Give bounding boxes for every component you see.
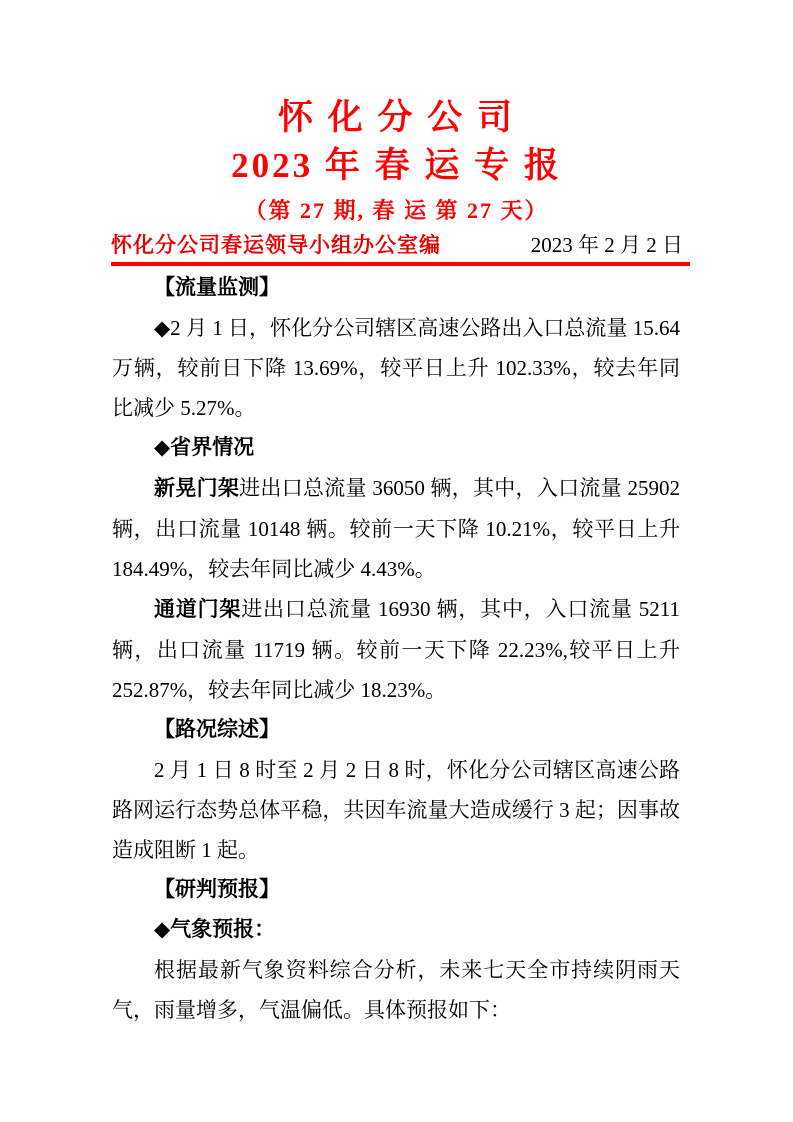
- xinhuang-gantry-text: 进出口总流量 36050 辆，其中，入口流量 25902 辆，出口流量 10148 辆。较前一天下降 10.21%，较平日上升 184.49%，较去年同比减少 4.43%。: [112, 476, 681, 581]
- subsection-heading-weather-forecast: ◆气象预报：: [154, 918, 276, 941]
- subsection-heading-provincial-border: ◆省界情况: [154, 436, 255, 459]
- header-divider-rule: [111, 262, 690, 266]
- xinhuang-gantry-paragraph: [112, 468, 680, 589]
- tongdao-gantry-paragraph: [112, 589, 680, 710]
- document-title-line2: 2023 年 春 运 专 报: [231, 146, 562, 185]
- road-conditions-paragraph: 2 月 1 日 8 时至 2 月 2 日 8 时，怀化分公司辖区高速公路路网运行态势总体平稳，共因车流量大造成缓行 3 起；因事故造成阻断 1 起。: [112, 758, 680, 862]
- xinhuang-gantry-lead: 新晃门架: [154, 477, 240, 500]
- tongdao-gantry-lead: 通道门架: [154, 598, 242, 621]
- section-heading-forecast: 【研判预报】: [154, 878, 280, 901]
- traffic-summary-paragraph: ◆2 月 1 日，怀化分公司辖区高速公路出入口总流量 15.64 万辆，较前日下降 13.69%，较平日上升 102.33%，较去年同比减少 5.27%。: [112, 316, 680, 420]
- document-title-line1: 怀 化 分 公 司: [277, 98, 515, 137]
- section-heading-traffic-monitoring: 【流量监测】: [154, 276, 280, 299]
- issue-note: （第 27 期, 春 运 第 27 天）: [244, 198, 549, 223]
- weather-forecast-paragraph: 根据最新气象资料综合分析，未来七天全市持续阴雨天气，雨量增多，气温偏低。具体预报如下：: [112, 958, 680, 1022]
- publisher-name: 怀化分公司春运领导小组办公室编: [111, 234, 441, 257]
- document-body: [112, 268, 680, 1030]
- section-heading-road-conditions: 【路况综述】: [154, 718, 280, 741]
- publisher-row: [111, 232, 683, 259]
- tongdao-gantry-text: 进出口总流量 16930 辆，其中，入口流量 5211 辆，出口流量 11719 辆。较前一天下降 22.23%,较平日上升 252.87%，较去年同比减少 18.23%。: [112, 597, 680, 702]
- issue-date: 2023 年 2 月 2 日: [530, 233, 683, 257]
